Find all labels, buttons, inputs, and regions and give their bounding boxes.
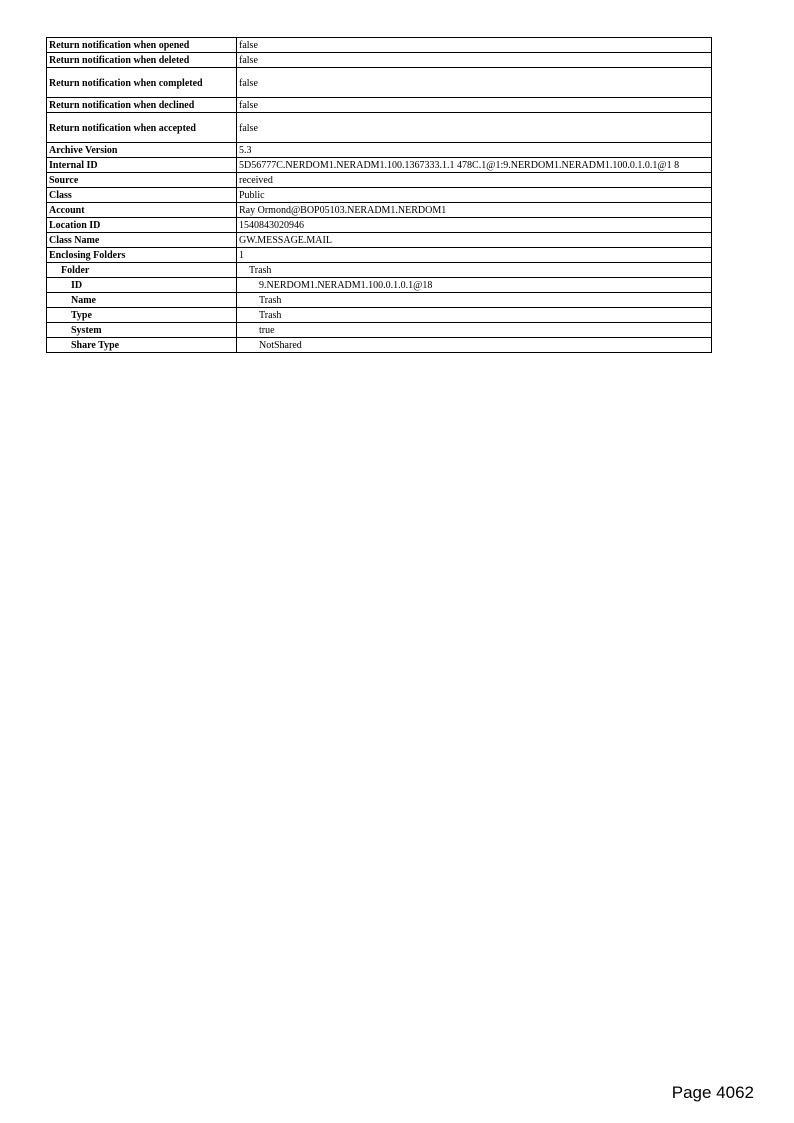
row-label: Account — [47, 203, 237, 218]
table-row — [47, 143, 712, 158]
properties-table — [46, 37, 712, 353]
row-label: ID — [47, 278, 237, 293]
row-label: Folder — [47, 263, 237, 278]
table-row — [47, 278, 712, 293]
row-value: Ray Ormond@BOP05103.NERADM1.NERDOM1 — [237, 203, 712, 218]
row-value: false — [237, 68, 712, 98]
row-value: 9.NERDOM1.NERADM1.100.0.1.0.1@18 — [237, 278, 712, 293]
row-value: 5D56777C.NERDOM1.NERADM1.100.1367333.1.1 478C.1@1:9.NERDOM1.NERADM1.100.0.1.0.1@1 8 — [237, 158, 712, 173]
table-row — [47, 158, 712, 173]
row-value: 5.3 — [237, 143, 712, 158]
table-row — [47, 233, 712, 248]
table-row — [47, 68, 712, 98]
row-label: Share Type — [47, 338, 237, 353]
row-label: Internal ID — [47, 158, 237, 173]
table-row — [47, 308, 712, 323]
row-value: false — [237, 38, 712, 53]
row-value: GW.MESSAGE.MAIL — [237, 233, 712, 248]
table-row — [47, 173, 712, 188]
row-label: Return notification when opened — [47, 38, 237, 53]
row-label: Location ID — [47, 218, 237, 233]
table-row — [47, 188, 712, 203]
row-label: Class Name — [47, 233, 237, 248]
table-row — [47, 248, 712, 263]
row-value: false — [237, 113, 712, 143]
table-row — [47, 113, 712, 143]
row-value: true — [237, 323, 712, 338]
table-row — [47, 203, 712, 218]
table-row — [47, 218, 712, 233]
table-row — [47, 38, 712, 53]
row-label: Class — [47, 188, 237, 203]
table-row — [47, 53, 712, 68]
row-label: Enclosing Folders — [47, 248, 237, 263]
row-label: Name — [47, 293, 237, 308]
row-label: Return notification when accepted — [47, 113, 237, 143]
table-row — [47, 338, 712, 353]
row-value: 1 — [237, 248, 712, 263]
row-label: Return notification when deleted — [47, 53, 237, 68]
row-value: received — [237, 173, 712, 188]
row-label: Type — [47, 308, 237, 323]
row-value: NotShared — [237, 338, 712, 353]
row-label: Return notification when declined — [47, 98, 237, 113]
row-label: Return notification when completed — [47, 68, 237, 98]
row-value: Trash — [237, 308, 712, 323]
row-value: Public — [237, 188, 712, 203]
row-label: Source — [47, 173, 237, 188]
row-value: Trash — [237, 293, 712, 308]
row-label: System — [47, 323, 237, 338]
table-row — [47, 323, 712, 338]
row-value: false — [237, 53, 712, 68]
row-value: 1540843020946 — [237, 218, 712, 233]
row-value: Trash — [237, 263, 712, 278]
row-label: Archive Version — [47, 143, 237, 158]
table-row — [47, 263, 712, 278]
row-value: false — [237, 98, 712, 113]
table-row — [47, 98, 712, 113]
page-number: Page 4062 — [671, 1083, 754, 1102]
table-row — [47, 293, 712, 308]
